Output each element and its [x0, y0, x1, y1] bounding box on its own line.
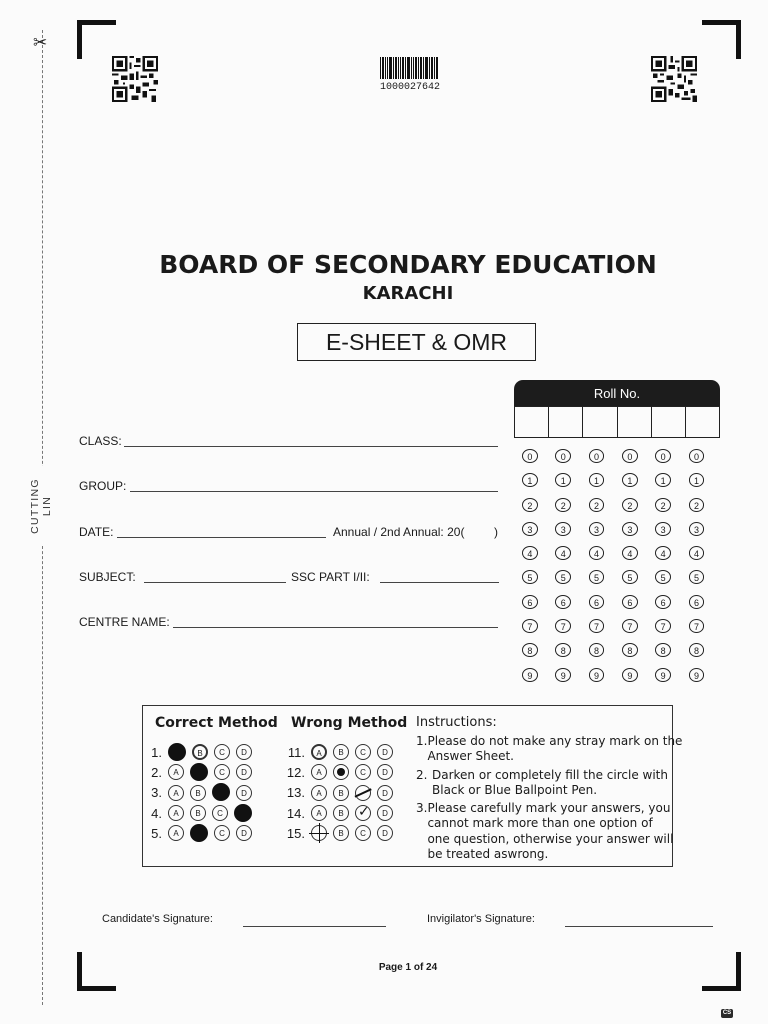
- barcode: [380, 57, 438, 79]
- option-bubble: D: [377, 785, 393, 801]
- correct-method-examples: [140, 742, 252, 843]
- question-number: 2.: [151, 764, 162, 780]
- ssc-part-label: SSC PART I/II:: [291, 570, 370, 584]
- option-bubble: D: [377, 764, 393, 780]
- example-row: [283, 783, 393, 803]
- option-bubble: A: [168, 764, 184, 780]
- class-field[interactable]: [124, 433, 498, 447]
- wrong-method-heading: Wrong Method: [291, 715, 408, 731]
- roll-bubble[interactable]: 7: [589, 619, 605, 633]
- roll-bubble[interactable]: 4: [689, 546, 705, 560]
- example-row: [140, 762, 252, 782]
- candidate-signature-field[interactable]: [243, 914, 386, 927]
- roll-bubble-row: [522, 643, 722, 667]
- roll-bubble[interactable]: 8: [655, 643, 671, 657]
- date-field[interactable]: [117, 524, 326, 538]
- cs-badge: CS: [722, 1010, 732, 1016]
- qr-code-left: [112, 56, 158, 102]
- instruction-text: [427, 734, 682, 765]
- option-bubble: D: [236, 825, 252, 841]
- roll-bubble[interactable]: 7: [522, 619, 538, 633]
- corner-mark-top-right: [702, 20, 741, 59]
- ssc-part-field[interactable]: [380, 569, 499, 583]
- question-number: 11.: [287, 744, 305, 760]
- question-number: 13.: [286, 785, 305, 801]
- instruction-text: [427, 801, 673, 862]
- option-bubble: A: [168, 785, 184, 801]
- roll-bubble[interactable]: 8: [522, 643, 538, 657]
- candidate-signature-label: Candidate's Signature:: [102, 913, 213, 925]
- roll-bubble[interactable]: 1: [622, 473, 638, 487]
- example-row: [140, 783, 252, 803]
- instruction-line: Please carefully mark your answers, you: [427, 801, 671, 816]
- question-number: 12.: [286, 764, 305, 780]
- option-bubble: [355, 785, 371, 801]
- roll-bubble[interactable]: 5: [589, 570, 605, 584]
- option-bubble: [168, 743, 186, 761]
- roll-bubble[interactable]: 4: [655, 546, 671, 560]
- roll-bubble[interactable]: 3: [589, 522, 605, 536]
- instruction-item: [416, 801, 674, 862]
- option-bubble: A: [311, 744, 327, 760]
- instruction-line: cannot mark more than one option of: [427, 816, 653, 831]
- roll-bubble[interactable]: 1: [522, 473, 538, 487]
- roll-no-bubble-grid: [522, 449, 722, 692]
- instruction-item: [416, 768, 671, 799]
- instruction-line: Please do not make any stray mark on the: [427, 734, 683, 748]
- invigilator-signature-field[interactable]: [565, 914, 713, 927]
- sheet-type-box: E-SHEET & OMR: [297, 323, 536, 361]
- option-bubble: [311, 825, 327, 841]
- roll-bubble[interactable]: 3: [622, 522, 638, 536]
- roll-bubble[interactable]: 1: [689, 473, 705, 487]
- option-bubble: [212, 783, 230, 801]
- example-row: [283, 762, 393, 782]
- roll-bubble[interactable]: 0: [522, 449, 538, 463]
- subject-field[interactable]: [144, 569, 286, 583]
- roll-bubble-row: [522, 449, 722, 473]
- instruction-line: Darken or completely fill the circle with: [432, 767, 668, 782]
- option-bubble: B: [190, 785, 206, 801]
- wrong-method-examples: [283, 742, 393, 843]
- roll-bubble-row: [522, 570, 722, 594]
- instruction-line: be treated aswrong.: [427, 847, 549, 862]
- roll-bubble[interactable]: 9: [689, 668, 705, 682]
- roll-bubble[interactable]: 2: [555, 498, 571, 512]
- roll-bubble[interactable]: 4: [589, 546, 605, 560]
- roll-bubble[interactable]: 1: [555, 473, 571, 487]
- annual-close: ): [494, 525, 498, 539]
- roll-bubble[interactable]: 0: [689, 449, 705, 463]
- roll-bubble-row: [522, 498, 722, 522]
- option-bubble: A: [311, 785, 327, 801]
- option-bubble: [355, 805, 371, 821]
- option-bubble: C: [212, 805, 228, 821]
- roll-bubble[interactable]: 9: [622, 668, 638, 682]
- option-bubble: [190, 824, 208, 842]
- option-bubble: B: [333, 744, 349, 760]
- roll-bubble[interactable]: 9: [522, 668, 538, 682]
- roll-bubble-row: [522, 546, 722, 570]
- roll-bubble[interactable]: 2: [622, 498, 638, 512]
- example-row: [140, 803, 252, 823]
- option-bubble: [190, 763, 208, 781]
- roll-bubble[interactable]: 0: [589, 449, 605, 463]
- example-row: [140, 742, 252, 762]
- instruction-line: Answer Sheet.: [427, 749, 514, 764]
- qr-code-right: [651, 56, 697, 102]
- option-bubble: C: [355, 825, 371, 841]
- annual-label: Annual / 2nd Annual: 20(: [333, 525, 465, 539]
- roll-bubble[interactable]: 7: [555, 619, 571, 633]
- option-bubble: [333, 764, 349, 780]
- roll-bubble[interactable]: 3: [689, 522, 705, 536]
- roll-bubble[interactable]: 6: [655, 595, 671, 609]
- option-bubble: C: [214, 825, 230, 841]
- page-number: Page 1 of 24: [378, 962, 438, 973]
- centre-name-label: CENTRE NAME:: [79, 615, 170, 629]
- instruction-number: 2.: [416, 767, 428, 782]
- instruction-line: one question, otherwise your answer will: [427, 831, 674, 846]
- roll-bubble[interactable]: 5: [655, 570, 671, 584]
- question-number: 1.: [151, 744, 162, 760]
- option-bubble: C: [214, 744, 230, 760]
- option-bubble: B: [333, 825, 349, 841]
- roll-bubble[interactable]: 6: [589, 595, 605, 609]
- roll-bubble[interactable]: 3: [655, 522, 671, 536]
- class-label: CLASS:: [79, 434, 122, 448]
- option-bubble: C: [355, 764, 371, 780]
- example-row: [283, 823, 393, 843]
- roll-no-boxes: [514, 406, 720, 438]
- option-bubble: D: [236, 785, 252, 801]
- option-bubble: D: [377, 805, 393, 821]
- option-bubble: C: [214, 764, 230, 780]
- roll-bubble[interactable]: 2: [655, 498, 671, 512]
- scissors-icon: ✂: [33, 33, 48, 52]
- roll-bubble[interactable]: 5: [555, 570, 571, 584]
- roll-bubble-row: [522, 668, 722, 692]
- instruction-number: 3.: [416, 801, 428, 816]
- roll-bubble-row: [522, 522, 722, 546]
- roll-bubble[interactable]: 4: [522, 546, 538, 560]
- roll-bubble-row: [522, 595, 722, 619]
- option-bubble: A: [168, 825, 184, 841]
- page-subtitle: KARACHI: [362, 283, 454, 304]
- option-bubble: D: [236, 764, 252, 780]
- roll-bubble[interactable]: 1: [655, 473, 671, 487]
- roll-bubble[interactable]: 3: [555, 522, 571, 536]
- centre-name-field[interactable]: [173, 614, 498, 628]
- roll-bubble[interactable]: 0: [655, 449, 671, 463]
- roll-bubble[interactable]: 0: [622, 449, 638, 463]
- roll-no-header: Roll No.: [514, 380, 720, 406]
- roll-digit-box[interactable]: [549, 407, 583, 437]
- roll-bubble[interactable]: 4: [555, 546, 571, 560]
- roll-bubble[interactable]: 8: [555, 643, 571, 657]
- roll-bubble[interactable]: 6: [689, 595, 705, 609]
- group-field[interactable]: [130, 478, 498, 492]
- roll-bubble[interactable]: 7: [689, 619, 705, 633]
- option-bubble: D: [236, 744, 252, 760]
- roll-bubble[interactable]: 6: [622, 595, 638, 609]
- roll-bubble[interactable]: 9: [555, 668, 571, 682]
- roll-digit-box[interactable]: [618, 407, 652, 437]
- cutting-line-label: CUTTING LIN: [33, 462, 49, 542]
- roll-bubble[interactable]: 5: [522, 570, 538, 584]
- instructions-list: [416, 734, 683, 865]
- group-label: GROUP:: [79, 479, 127, 493]
- roll-bubble[interactable]: 2: [522, 498, 538, 512]
- question-number: 4.: [151, 805, 162, 821]
- question-number: 5.: [151, 825, 162, 841]
- instruction-line: Black or Blue Ballpoint Pen.: [432, 782, 598, 797]
- roll-digit-box[interactable]: [583, 407, 617, 437]
- roll-bubble[interactable]: 2: [689, 498, 705, 512]
- roll-bubble[interactable]: 3: [522, 522, 538, 536]
- option-bubble: [234, 804, 252, 822]
- roll-bubble[interactable]: 6: [522, 595, 538, 609]
- question-number: 15.: [286, 825, 305, 841]
- option-bubble: B: [333, 805, 349, 821]
- corner-mark-top-left: [77, 20, 116, 59]
- roll-bubble[interactable]: 5: [689, 570, 705, 584]
- roll-bubble-row: [522, 619, 722, 643]
- option-bubble: A: [168, 805, 184, 821]
- barcode-number: 1000027642: [379, 82, 440, 93]
- roll-bubble[interactable]: 8: [689, 643, 705, 657]
- roll-bubble[interactable]: 9: [655, 668, 671, 682]
- roll-bubble[interactable]: 2: [589, 498, 605, 512]
- instruction-item: [416, 734, 683, 765]
- instructions-heading: Instructions:: [416, 715, 497, 730]
- option-bubble: C: [355, 744, 371, 760]
- roll-digit-box[interactable]: [515, 407, 549, 437]
- option-bubble: B: [192, 744, 208, 760]
- roll-bubble[interactable]: 1: [589, 473, 605, 487]
- roll-bubble[interactable]: 0: [555, 449, 571, 463]
- question-number: 14.: [286, 805, 305, 821]
- roll-bubble[interactable]: 4: [622, 546, 638, 560]
- roll-digit-box[interactable]: [686, 407, 719, 437]
- roll-bubble[interactable]: 8: [622, 643, 638, 657]
- option-bubble: B: [190, 805, 206, 821]
- roll-bubble[interactable]: 7: [622, 619, 638, 633]
- instruction-number: 1.: [416, 734, 428, 748]
- example-row: [283, 803, 393, 823]
- roll-bubble[interactable]: 6: [555, 595, 571, 609]
- roll-digit-box[interactable]: [652, 407, 686, 437]
- invigilator-signature-label: Invigilator's Signature:: [427, 913, 535, 925]
- question-number: 3.: [151, 785, 162, 801]
- example-row: [283, 742, 393, 762]
- date-label: DATE:: [79, 525, 114, 539]
- option-bubble: A: [311, 764, 327, 780]
- option-bubble: D: [377, 744, 393, 760]
- page-title: BOARD OF SECONDARY EDUCATION: [159, 250, 657, 279]
- instruction-text: [432, 768, 668, 799]
- correct-method-heading: Correct Method: [155, 715, 278, 731]
- roll-bubble[interactable]: 9: [589, 668, 605, 682]
- option-bubble: B: [333, 785, 349, 801]
- option-bubble: D: [377, 825, 393, 841]
- marking-method-box: [142, 705, 683, 867]
- roll-bubble[interactable]: 7: [655, 619, 671, 633]
- option-bubble: A: [311, 805, 327, 821]
- subject-label: SUBJECT:: [79, 570, 136, 584]
- roll-bubble[interactable]: 5: [622, 570, 638, 584]
- roll-bubble-row: [522, 473, 722, 497]
- example-row: [140, 823, 252, 843]
- roll-bubble[interactable]: 8: [589, 643, 605, 657]
